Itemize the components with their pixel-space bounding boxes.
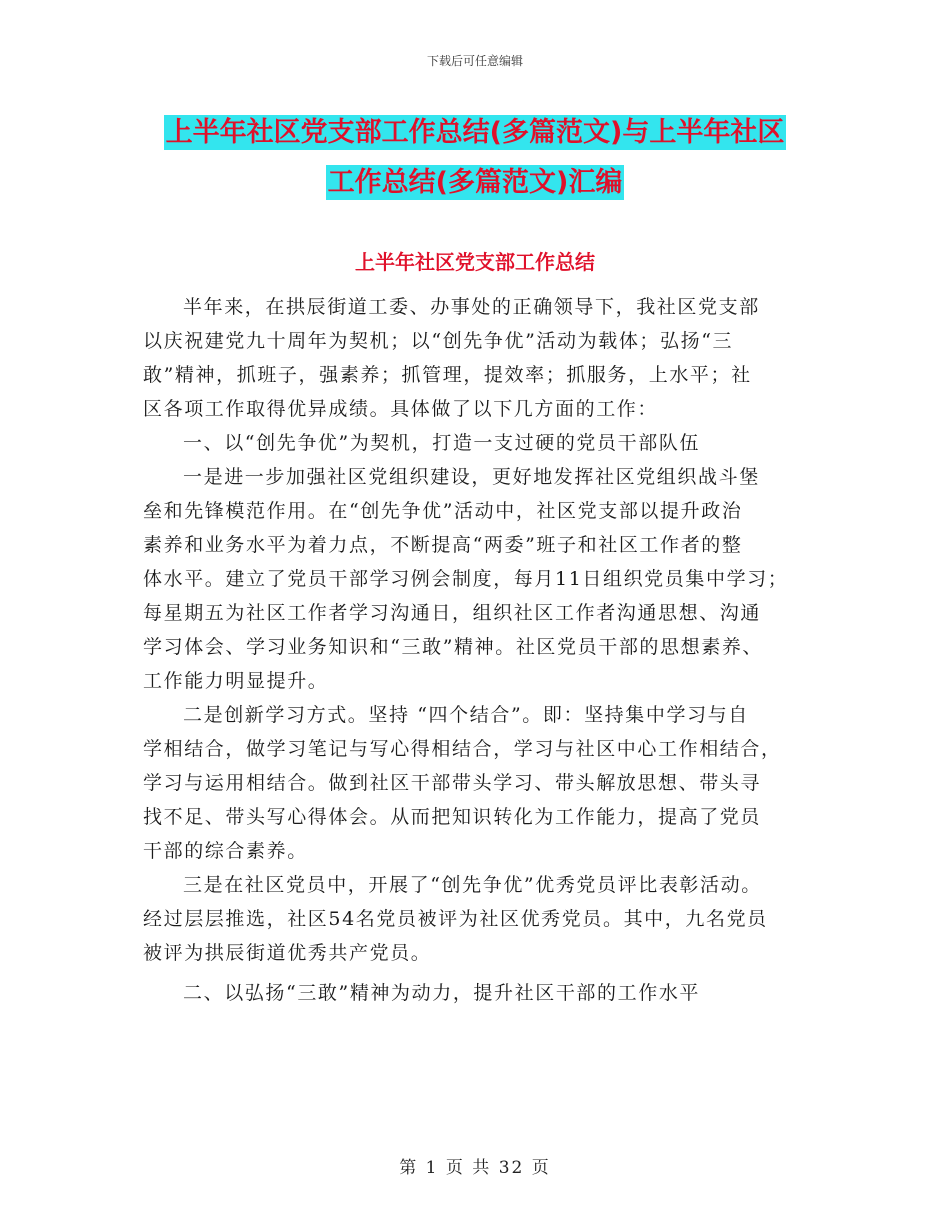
paragraph-line: 经过层层推选，社区54名党员被评为社区优秀党员。其中，九名党员 <box>143 908 768 930</box>
paragraph-line: 二是创新学习方式。坚持 “四个结合”。即：坚持集中学习与自 <box>183 704 749 726</box>
paragraph-line: 敢”精神，抓班子，强素养；抓管理，提效率；抓服务，上水平；社 <box>143 364 752 386</box>
document-title <box>0 108 950 208</box>
paragraph-line: 以庆祝建党九十周年为契机；以“创先争优”活动为载体；弘扬“三 <box>143 330 734 352</box>
paragraph-line: 三是在社区党员中，开展了“创先争优”优秀党员评比表彰活动。 <box>183 874 762 896</box>
title-line-2: 工作总结(多篇范文)汇编 <box>327 167 623 198</box>
paragraph-line: 工作能力明显提升。 <box>143 670 329 692</box>
paragraph-line: 找不足、带头写心得体会。从而把知识转化为工作能力，提高了党员 <box>143 806 762 828</box>
paragraph-line: 一是进一步加强社区党组织建设，更好地发挥社区党组织战斗堡 <box>183 466 760 488</box>
section-title: 上半年社区党支部工作总结 <box>355 250 595 274</box>
heading-line: 二、以弘扬“三敢”精神为动力，提升社区干部的工作水平 <box>183 982 701 1004</box>
paragraph-line: 被评为拱辰街道优秀共产党员。 <box>143 942 432 964</box>
paragraph-line: 每星期五为社区工作者学习沟通日，组织社区工作者沟通思想、沟通 <box>143 602 762 624</box>
paragraph-line: 区各项工作取得优异成绩。具体做了以下几方面的工作： <box>143 398 659 420</box>
paragraph-line: 学习与运用相结合。做到社区干部带头学习、带头解放思想、带头寻 <box>143 772 762 794</box>
page-number: 第 1 页 共 32 页 <box>399 1158 551 1178</box>
paragraph-line: 体水平。建立了党员干部学习例会制度，每月11日组织党员集中学习； <box>143 568 789 590</box>
title-line-1: 上半年社区党支部工作总结(多篇范文)与上半年社区 <box>165 117 785 148</box>
heading-line: 一、以“创先争优”为契机，打造一支过硬的党员干部队伍 <box>183 432 701 454</box>
paragraph-line: 垒和先锋模范作用。在“创先争优”活动中，社区党支部以提升政治 <box>143 500 743 522</box>
paragraph-line: 学习体会、学习业务知识和“三敢”精神。社区党员干部的思想素养、 <box>143 636 764 658</box>
paragraph-line: 学相结合，做学习笔记与写心得相结合，学习与社区中心工作相结合， <box>143 738 782 760</box>
header-note: 下载后可任意编辑 <box>426 54 523 68</box>
paragraph-line: 素养和业务水平为着力点，不断提高“两委”班子和社区工作者的整 <box>143 534 743 556</box>
body-text <box>143 290 815 1016</box>
paragraph-line: 干部的综合素养。 <box>143 840 308 862</box>
paragraph-line: 半年来，在拱辰街道工委、办事处的正确领导下，我社区党支部 <box>183 296 760 318</box>
